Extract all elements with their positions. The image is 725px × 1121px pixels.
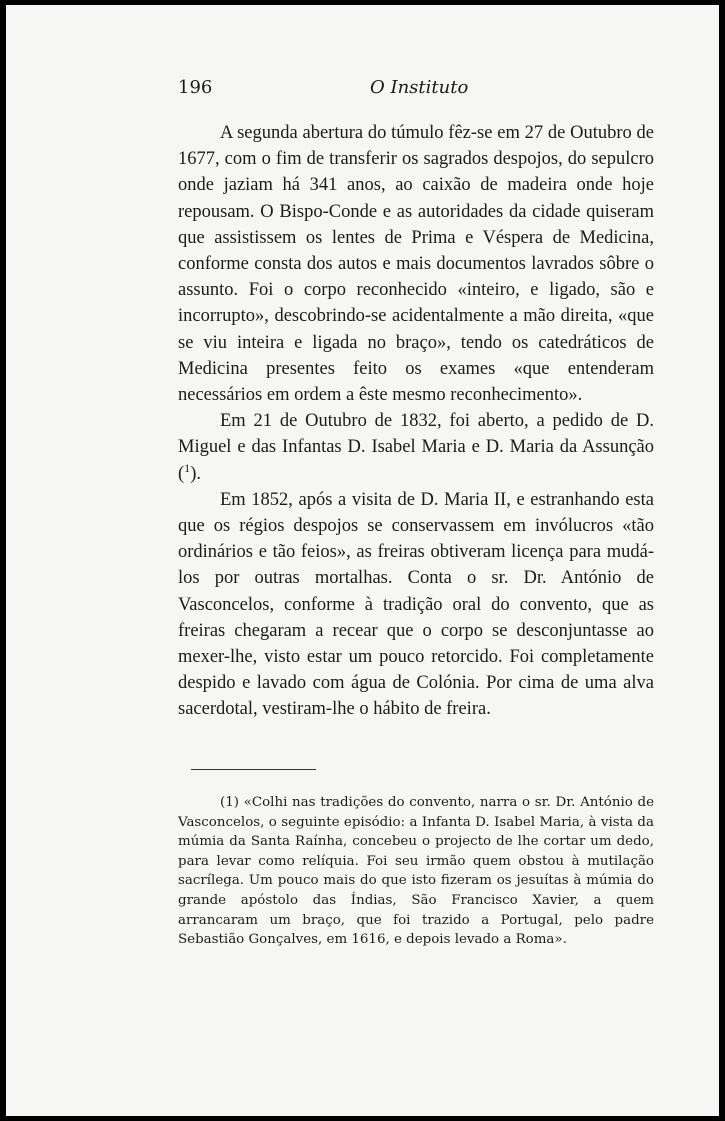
book-page	[6, 5, 719, 1116]
running-title: O Instituto	[370, 77, 469, 98]
paragraph-2-end: ).	[190, 463, 201, 484]
paragraph-3: Em 1852, após a visita de D. Maria II, e estranhando esta que os régios despojos se conservassem em invólucros «tão ordinários e tão feios», as freiras obtiveram licença para mudá-los por outras mortalhas. Conta o sr. Dr. António de Vasconcelos, conforme à tradição oral do convento, que as freiras chegaram a recear que o corpo se desconjuntasse ao mexer-lhe, visto estar um pouco retorcido. Foi completamente despido e lavado com água de Colónia. Por cima de uma alva sacerdotal, vestiram-lhe o hábito de freira.	[178, 489, 654, 720]
page-header	[178, 77, 658, 107]
footnote-divider	[191, 769, 316, 770]
footnote-marker: (1)	[220, 795, 239, 810]
footnote	[178, 793, 654, 950]
footnote-reference: 1	[184, 460, 191, 475]
footnote-paragraph	[178, 793, 654, 950]
body-text	[178, 120, 654, 723]
page-number: 196	[178, 77, 213, 98]
paragraph-1: A segunda abertura do túmulo fêz-se em 27 de Outubro de 1677, com o fim de transferir os sagrados despojos, do sepulcro onde jaziam há 341 anos, ao caixão de madeira onde hoje repousam. O Bispo-Conde e as autoridades da cidade quiseram que assistissem os lentes de Prima e Véspera de Medicina, conforme consta dos autos e mais documentos lavrados sôbre o assunto. Foi o corpo reconhecido «inteiro, e ligado, são e incorrupto», descobrindo-se acidentalmente a mão direita, «que se viu inteira e ligada no braço», tendo os catedráticos de Medicina presentes feito os exames «que entenderam necessários em ordem a êste mesmo reconhecimento».	[178, 123, 654, 406]
paragraph-2	[178, 408, 654, 487]
paragraph-2-text: Em 21 de Outubro de 1832, foi aberto, a pedido de D. Miguel e das Infantas D. Isabel Maria e D. Maria da Assunção (	[178, 411, 654, 484]
footnote-text: «Colhi nas tradições do convento, narra o sr. Dr. António de Vasconcelos, o seguinte episódio: a Infanta D. Isabel Maria, à vista da múmia da Santa Raínha, concebeu o projecto de lhe cortar um dedo, para levar como relíquia. Foi seu irmão quem obstou à mutilação sacrílega. Um pouco mais do que isto fizeram os jesuítas à múmia do grande apóstolo das Índias, São Francisco Xavier, a quem arrancaram um braço, que foi trazido a Portugal, pelo padre Sebastião Gonçalves, em 1616, e depois levado a Roma».	[178, 795, 654, 948]
